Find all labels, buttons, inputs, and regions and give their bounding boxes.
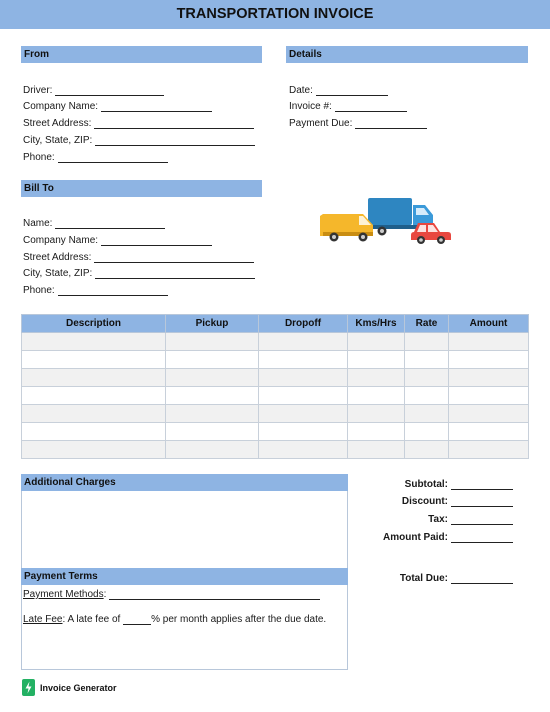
column-amount: Amount	[449, 315, 529, 333]
column-rate: Rate	[405, 315, 449, 333]
additional-charges-heading: Additional Charges	[21, 474, 348, 491]
column-description: Description	[22, 315, 166, 333]
table-row[interactable]	[22, 441, 529, 459]
items-table	[21, 314, 529, 459]
date-field[interactable]: Date:	[289, 83, 388, 96]
car-icon	[411, 223, 451, 244]
payment-terms-heading: Payment Terms	[21, 568, 348, 585]
table-header-row	[22, 315, 529, 333]
bill-company-name-field[interactable]: Company Name:	[23, 233, 212, 246]
discount-row[interactable]: Discount:	[398, 494, 513, 507]
table-row[interactable]	[22, 369, 529, 387]
city-state-zip-field[interactable]: City, State, ZIP:	[23, 133, 255, 146]
amount-paid-row[interactable]: Amount Paid:	[380, 530, 513, 543]
tax-row[interactable]: Tax:	[398, 512, 513, 525]
driver-field[interactable]: Driver:	[23, 83, 164, 96]
table-row[interactable]	[22, 333, 529, 351]
column-dropoff: Dropoff	[259, 315, 348, 333]
company-name-field[interactable]: Company Name:	[23, 99, 212, 112]
bill-city-state-zip-field[interactable]: City, State, ZIP:	[23, 266, 255, 279]
total-due-row[interactable]: Total Due:	[380, 571, 513, 584]
column-kms-hrs: Kms/Hrs	[348, 315, 405, 333]
late-fee-label: Late Fee	[23, 614, 63, 625]
bill-street-address-field[interactable]: Street Address:	[23, 250, 254, 263]
invoice-title: TRANSPORTATION INVOICE	[0, 0, 550, 29]
bill-phone-field[interactable]: Phone:	[23, 283, 168, 296]
table-row[interactable]	[22, 405, 529, 423]
subtotal-row[interactable]: Subtotal:	[400, 477, 513, 490]
van-icon	[320, 214, 373, 242]
payment-methods-line[interactable]: Payment Methods:	[23, 589, 320, 600]
invoice-number-field[interactable]: Invoice #:	[289, 99, 407, 112]
details-heading: Details	[286, 46, 528, 63]
vehicles-illustration	[320, 196, 470, 246]
brand-name: Invoice Generator	[40, 682, 117, 693]
column-pickup: Pickup	[166, 315, 259, 333]
payment-methods-label: Payment Methods	[23, 589, 104, 600]
table-row[interactable]	[22, 387, 529, 405]
bill-name-field[interactable]: Name:	[23, 216, 165, 229]
late-fee-line[interactable]: Late Fee: A late fee of % per month applies after the due date.	[23, 614, 327, 625]
phone-field[interactable]: Phone:	[23, 150, 168, 163]
lightning-icon	[22, 679, 35, 696]
invoice-generator-logo[interactable]	[22, 679, 117, 696]
bill-to-heading: Bill To	[21, 180, 262, 197]
payment-due-field[interactable]: Payment Due:	[289, 116, 427, 129]
table-row[interactable]	[22, 351, 529, 369]
street-address-field[interactable]: Street Address:	[23, 116, 254, 129]
table-row[interactable]	[22, 423, 529, 441]
from-heading: From	[21, 46, 262, 63]
